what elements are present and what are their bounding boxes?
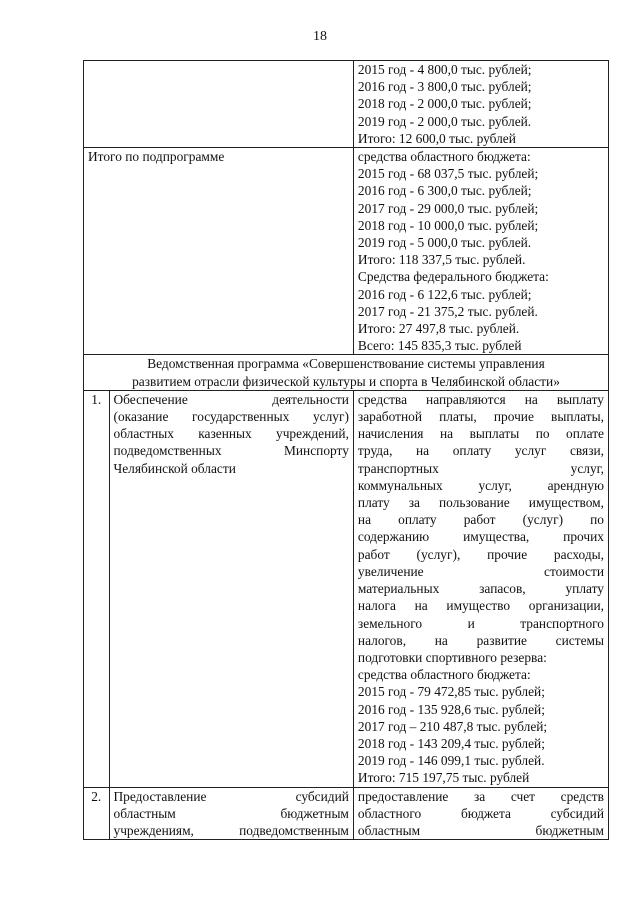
financing-line: 2016 год - 6 300,0 тыс. рублей; [357,183,532,199]
table-row [84,390,609,787]
item-financing: средства направляются на выплату заработной платы, прочие выплаты, начисления на выплаты по оплате труда, на оплату услуг связи, транспортных услуг, коммунальных услуг, арендную плату за пользование имуществом, на оплату работ (услуг) по содержанию имущества, прочих работ (услуг), прочие расходы, увеличение стоимости материальных запасов, уплату налога на имущество организации, земельного и транспортного налогов, на развитие системы подготовки спортивного резерва: средства областного бюджета: 2015 год - 79 472,85 тыс. рублей; 2016 год - 135 928,6 тыс. рублей; 2017 год – 210 487,8 тыс. рублей; 2018 год - 143 209,4 тыс. рублей; 2019 год - 146 099,1 тыс. рублей. Итого: 715 197,75 тыс. рублей [353,390,608,787]
financing-table [83,60,609,840]
financing-line: Итого: 118 337,5 тыс. рублей. [357,252,526,268]
item-name: Предоставление субсидий областным бюджетным учреждениям, подведомственным [109,787,353,840]
financing-line: Всего: 145 835,3 тыс. рублей [357,338,522,354]
financing-line: 2015 год - 4 800,0 тыс. рублей; [357,62,532,77]
financing-line: 2016 год - 6 122,6 тыс. рублей; [357,286,532,302]
financing-line: 2016 год - 3 800,0 тыс. рублей; [357,79,532,95]
financing-line: 2018 год - 10 000,0 тыс. рублей; [357,217,539,233]
financing-line: 2017 год - 21 375,2 тыс. рублей. [357,303,538,319]
item-number: 1. [84,390,110,787]
financing-line: Итого: 27 497,8 тыс. рублей. [357,321,520,337]
page-number: 18 [313,29,327,44]
table-row [84,787,609,840]
financing-line: Итого: 12 600,0 тыс. рублей [357,130,516,146]
item-financing: предоставление за счет средств областного бюджета субсидий областным бюджетным [353,787,608,840]
financing-line: 2019 год - 5 000,0 тыс. рублей. [357,235,532,251]
financing-line: 2018 год - 2 000,0 тыс. рублей; [357,96,532,112]
continued-name-cell [84,61,354,148]
section-heading: Ведомственная программа «Совершенствование системы управления развитием отрасли физической культуры и спорта в Челябинской области» [84,355,609,390]
table-row [84,61,609,148]
table-row [84,355,609,390]
item-number: 2. [84,787,110,840]
financing-line: 2015 год - 68 037,5 тыс. рублей; [357,166,539,182]
table-row [84,148,609,355]
continued-financing-cell [353,61,608,148]
financing-line: 2017 год - 29 000,0 тыс. рублей; [357,200,539,216]
financing-line: 2019 год - 2 000,0 тыс. рублей. [357,113,532,129]
subprogram-total-label: Итого по подпрограмме [84,148,354,355]
subprogram-total-financing [353,148,608,355]
financing-line: Средства федерального бюджета: [357,269,549,285]
item-name: Обеспечение деятельности (оказание государственных услуг) областных казенных учреждений, подведомственных Минспорту Челябинской области [109,390,353,787]
financing-line: средства областного бюджета: [357,149,531,165]
